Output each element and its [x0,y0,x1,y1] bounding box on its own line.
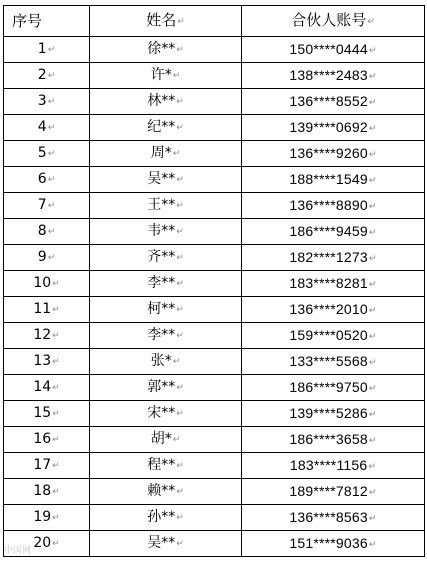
cell-name-text: 林** [147,93,176,109]
cell-name [90,271,242,297]
cell-index-text: 3 [37,93,47,109]
table-row [4,63,425,89]
cell-index-text: 15 [33,405,52,421]
cell-account [242,453,425,479]
cell-name [90,479,242,505]
paragraph-mark-icon: ↵ [368,123,377,133]
cell-name [90,349,242,375]
cell-name [90,141,242,167]
table-row [4,141,425,167]
cell-name [90,453,242,479]
cell-account [242,167,425,193]
cell-index-text: 20 [33,535,52,551]
paragraph-mark-icon: ↵ [368,45,377,55]
cell-name [90,37,242,63]
cell-account-text: 150****0444 [289,41,368,57]
paragraph-mark-icon: ↵ [176,253,184,263]
cell-name [90,375,242,401]
table-row [4,167,425,193]
cell-index-text: 12 [33,327,52,343]
cell-name-text: 许* [150,67,172,83]
cell-account [242,193,425,219]
cell-name [90,531,242,557]
cell-index-text: 17 [33,457,52,473]
cell-index [4,141,90,167]
cell-name-text: 孙** [147,509,176,525]
cell-name [90,219,242,245]
paragraph-mark-icon: ↵ [52,539,60,549]
cell-account [242,349,425,375]
cell-name-text: 吴** [147,171,176,187]
cell-account [242,479,425,505]
cell-account-text: 133****5568 [289,353,368,369]
cell-account-text: 182****1273 [289,249,368,265]
table-row [4,245,425,271]
paragraph-mark-icon: ↵ [368,149,377,159]
paragraph-mark-icon: ↵ [172,435,181,445]
cell-name-text: 王** [147,197,176,213]
cell-account [242,89,425,115]
table-row [4,349,425,375]
cell-name-text: 李** [147,327,176,343]
cell-index [4,401,90,427]
table-body [4,37,425,557]
cell-name-text: 徐** [147,41,176,57]
cell-account [242,37,425,63]
cell-account [242,63,425,89]
cell-name-text: 柯** [147,301,176,317]
cell-index [4,63,90,89]
paragraph-mark-icon: ↵ [176,123,184,133]
cell-account [242,271,425,297]
paragraph-mark-icon: ↵ [176,539,184,549]
paragraph-mark-icon: ↵ [172,357,181,367]
paragraph-mark-icon: ↵ [176,279,184,289]
paragraph-mark-icon: ↵ [368,487,377,497]
cell-account-text: 136****9260 [289,145,368,161]
cell-index [4,245,90,271]
table-row [4,37,425,63]
cell-index [4,453,90,479]
cell-account-text: 188****1549 [289,171,368,187]
paragraph-mark-icon: ↵ [176,201,184,211]
cell-index-text: 10 [33,275,52,291]
cell-account-text: 186****3658 [289,431,368,447]
paragraph-mark-icon: ↵ [176,383,184,393]
cell-index [4,167,90,193]
paragraph-mark-icon: ↵ [368,227,377,237]
cell-index [4,375,90,401]
paragraph-mark-icon: ↵ [47,253,56,263]
cell-name-text: 吴** [147,535,176,551]
cell-index [4,427,90,453]
paragraph-mark-icon: ↵ [368,305,377,315]
paragraph-mark-icon: ↵ [52,305,60,315]
cell-name [90,245,242,271]
cell-name-text: 周* [150,145,172,161]
paragraph-mark-icon: ↵ [368,175,377,185]
cell-account-text: 136****8563 [289,509,368,525]
paragraph-mark-icon: ↵ [47,45,56,55]
paragraph-mark-icon: ↵ [176,461,184,471]
cell-index [4,37,90,63]
cell-account [242,505,425,531]
paragraph-mark-icon: ↵ [368,409,377,419]
document-page [3,5,424,560]
paragraph-mark-icon: ↵ [52,487,60,497]
paragraph-mark-icon: ↵ [176,175,184,185]
cell-index-text: 1 [37,41,47,57]
table-row [4,427,425,453]
paragraph-mark-icon: ↵ [368,253,377,263]
cell-account [242,401,425,427]
table-row [4,505,425,531]
watermark-logo [4,543,31,556]
cell-name-text: 赖** [147,483,176,499]
paragraph-mark-icon: ↵ [368,71,377,81]
paragraph-mark-icon: ↵ [47,149,56,159]
paragraph-mark-icon: ↵ [368,279,377,289]
cell-account-text: 189****7812 [289,483,368,499]
paragraph-mark-icon: ↵ [368,201,377,211]
cell-account-text: 136****8552 [289,93,368,109]
cell-account [242,427,425,453]
cell-account-text: 186****9750 [289,379,368,395]
paragraph-mark-icon: ↵ [52,435,60,445]
paragraph-mark-icon: ↵ [367,17,375,27]
cell-account-text: 138****2483 [289,67,368,83]
paragraph-mark-icon: ↵ [368,357,377,367]
cell-index [4,479,90,505]
cell-account [242,141,425,167]
table-header [4,6,425,37]
cell-name-text: 胡* [150,431,172,447]
paragraph-mark-icon: ↵ [52,279,60,289]
cell-index [4,297,90,323]
paragraph-mark-icon: ↵ [52,513,60,523]
cell-index-text: 14 [33,379,52,395]
watermark-text: 中国网 [4,546,32,556]
table-row [4,453,425,479]
paragraph-mark-icon: ↵ [368,539,377,549]
cell-name [90,505,242,531]
cell-index [4,271,90,297]
cell-name-text: 纪** [147,119,176,135]
table-row [4,89,425,115]
header-index-text: 序号 [12,12,43,30]
paragraph-mark-icon: ↵ [176,487,184,497]
cell-account [242,375,425,401]
cell-account [242,531,425,557]
paragraph-mark-icon: ↵ [47,175,56,185]
cell-index [4,505,90,531]
paragraph-mark-icon: ↵ [172,149,181,159]
cell-account [242,323,425,349]
paragraph-mark-icon: ↵ [47,201,56,211]
paragraph-mark-icon: ↵ [368,383,377,393]
cell-index-text: 5 [37,145,47,161]
cell-index-text: 9 [37,249,47,265]
table-row [4,219,425,245]
cell-account-text: 139****0692 [289,119,368,135]
cell-account-text: 159****0520 [289,327,368,343]
cell-index-text: 4 [37,119,47,135]
paragraph-mark-icon: ↵ [172,71,181,81]
cell-index-text: 8 [37,223,47,239]
paragraph-mark-icon: ↵ [176,97,184,107]
cell-account [242,245,425,271]
paragraph-mark-icon: ↵ [52,331,60,341]
cell-index-text: 7 [37,197,47,213]
cell-account-text: 183****8281 [289,275,368,291]
cell-index-text: 16 [33,431,52,447]
paragraph-mark-icon: ↵ [176,305,184,315]
cell-name [90,427,242,453]
paragraph-mark-icon: ↵ [368,435,377,445]
paragraph-mark-icon: ↵ [176,513,184,523]
cell-name [90,167,242,193]
cell-name-text: 程** [147,457,176,473]
table-row [4,323,425,349]
cell-account-text: 139****5286 [289,405,368,421]
cell-name-text: 李** [147,275,176,291]
paragraph-mark-icon: ↵ [368,513,377,523]
paragraph-mark-icon: ↵ [176,45,184,55]
cell-name-text: 郭** [147,379,176,395]
cell-name [90,115,242,141]
cell-name-text: 张* [150,353,172,369]
cell-index-text: 11 [33,301,52,317]
header-name-text: 姓名 [146,11,177,29]
paragraph-mark-icon: ↵ [176,331,184,341]
header-account-text: 合伙人账号 [291,11,367,29]
paragraph-mark-icon: ↵ [176,227,184,237]
paragraph-mark-icon: ↵ [368,331,377,341]
header-row [4,6,425,37]
cell-account-text: 136****2010 [289,301,368,317]
table-row [4,271,425,297]
cell-name [90,297,242,323]
cell-account [242,115,425,141]
cell-account [242,219,425,245]
cell-index [4,115,90,141]
paragraph-mark-icon: ↵ [177,17,185,27]
paragraph-mark-icon: ↵ [52,461,60,471]
paragraph-mark-icon: ↵ [52,383,60,393]
paragraph-mark-icon: ↵ [47,97,56,107]
cell-account-text: 151****9036 [289,535,368,551]
cell-index-text: 18 [33,483,52,499]
cell-name [90,89,242,115]
cell-index [4,89,90,115]
table-row [4,297,425,323]
cell-index [4,219,90,245]
paragraph-mark-icon: ↵ [47,227,56,237]
cell-index-text: 2 [37,67,47,83]
header-account [242,6,425,37]
partner-table [3,5,425,557]
table-row [4,375,425,401]
cell-index-text: 19 [33,509,52,525]
cell-account-text: 136****8890 [289,197,368,213]
cell-name-text: 宋** [147,405,176,421]
cell-account-text: 186****9459 [289,223,368,239]
cell-index [4,193,90,219]
paragraph-mark-icon: ↵ [368,97,377,107]
paragraph-mark-icon: ↵ [47,123,56,133]
table-row [4,115,425,141]
cell-account [242,297,425,323]
paragraph-mark-icon: ↵ [52,357,60,367]
header-name [90,6,242,37]
table-row [4,479,425,505]
cell-index-text: 6 [37,171,47,187]
table-row [4,193,425,219]
cell-name-text: 齐** [147,249,176,265]
paragraph-mark-icon: ↵ [176,409,184,419]
paragraph-mark-icon: ↵ [368,461,377,471]
cell-name [90,401,242,427]
header-index [4,6,90,37]
cell-name [90,63,242,89]
cell-account-text: 183****1156 [289,457,368,473]
cell-index-text: 13 [33,353,52,369]
paragraph-mark-icon: ↵ [52,409,60,419]
cell-name [90,193,242,219]
cell-name-text: 韦** [147,223,176,239]
cell-name [90,323,242,349]
table-row [4,401,425,427]
paragraph-mark-icon: ↵ [47,71,56,81]
table-row [4,531,425,557]
cell-index [4,349,90,375]
cell-index [4,323,90,349]
